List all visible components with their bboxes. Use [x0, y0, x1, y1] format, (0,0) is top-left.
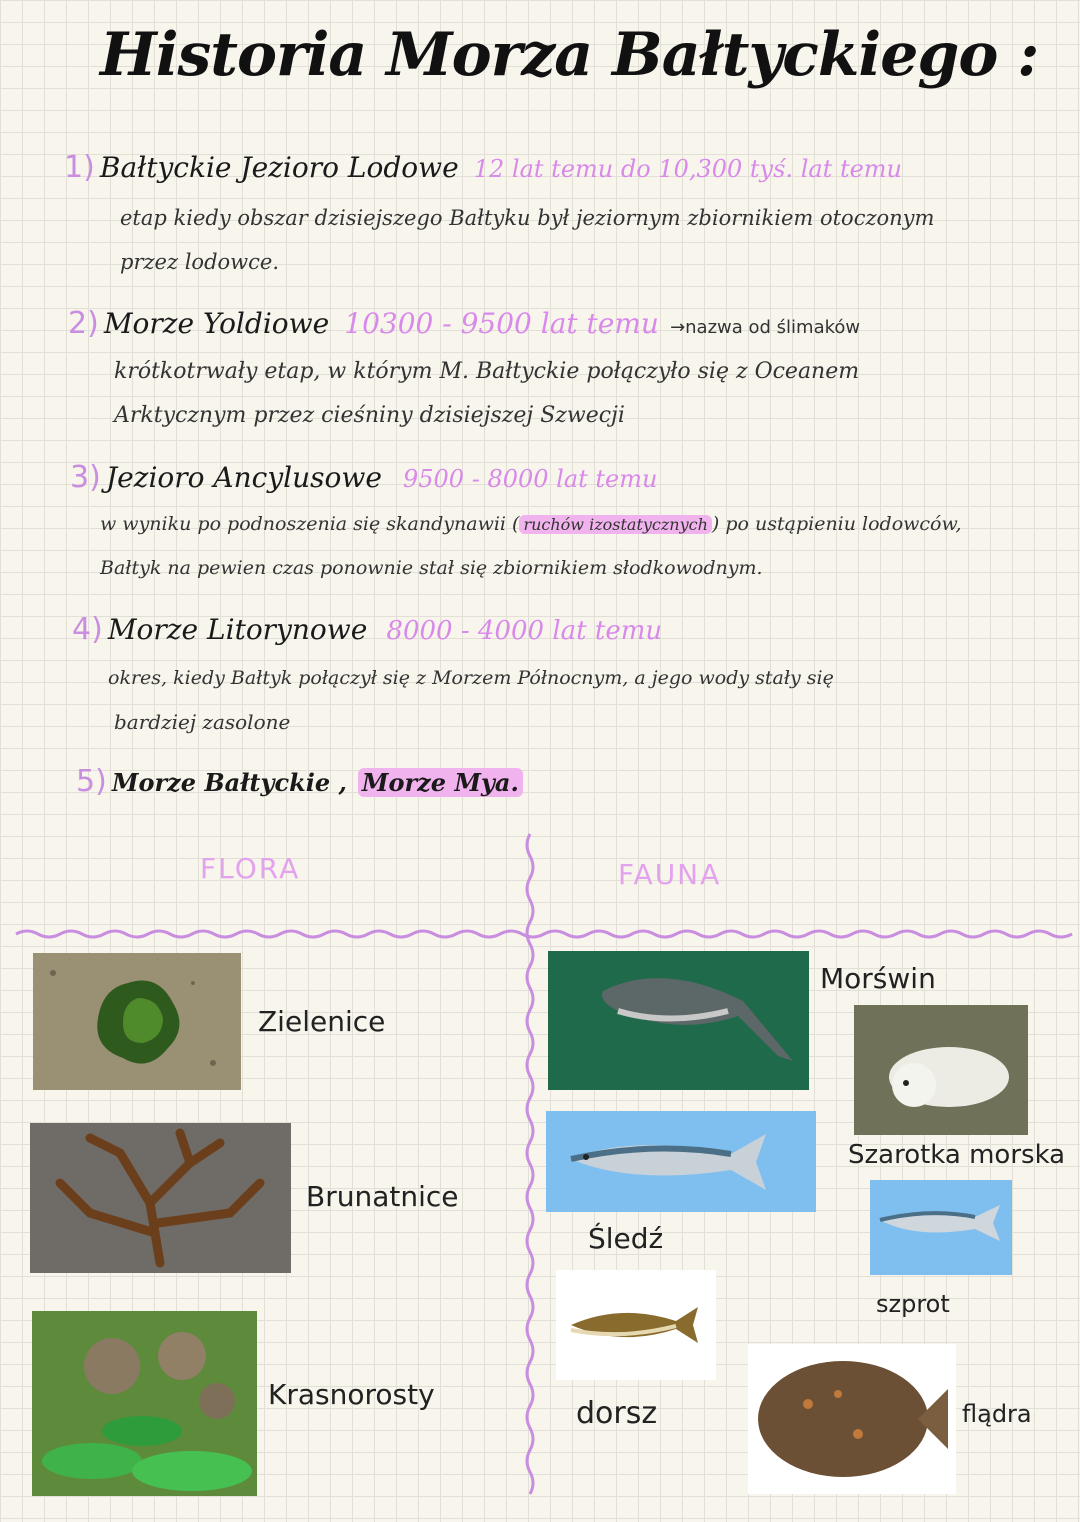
red-algae-photo: [32, 1311, 257, 1496]
brown-algae-photo: [30, 1123, 291, 1273]
section-4: [72, 612, 662, 647]
fauna-label: dorsz: [576, 1396, 658, 1431]
section-3-line-end: ) po ustąpieniu lodowców,: [711, 513, 962, 535]
fauna-label: Szarotka morska: [848, 1140, 1066, 1170]
section-1-line: przez lodowce.: [120, 250, 279, 274]
section-1: [64, 150, 902, 185]
section-heading: Morze Yoldiowe: [103, 307, 330, 340]
section-4-line: bardziej zasolone: [114, 710, 291, 734]
section-period: 10300 - 9500 lat temu: [344, 307, 659, 340]
section-2-line: krótkotrwały etap, w którym M. Bałtyckie połączyło się z Oceanem: [114, 359, 860, 384]
section-4-line: okres, kiedy Bałtyk połączył się z Morzem Północnym, a jego wody stały się: [108, 667, 834, 689]
fauna-label: Morświn: [820, 962, 936, 995]
section-period: 9500 - 8000 lat temu: [403, 465, 658, 493]
section-heading: Morze Bałtyckie ,: [111, 768, 347, 797]
section-1-line: etap kiedy obszar dzisiejszego Bałtyku był jeziornym zbiornikiem otoczonym: [120, 206, 935, 230]
page-title: Historia Morza Bałtyckiego :: [100, 20, 1039, 90]
section-period: 12 lat temu do 10,300 tyś. lat temu: [473, 155, 903, 183]
section-heading: Jezioro Ancylusowe: [105, 461, 382, 494]
section-heading: Bałtyckie Jezioro Lodowe: [99, 151, 459, 184]
fauna-heading: FAUNA: [618, 858, 722, 891]
highlighted-term: ruchów izostatycznych: [519, 515, 711, 534]
section-3-line: Bałtyk na pewien czas ponownie stał się zbiornikiem słodkowodnym.: [100, 557, 763, 579]
section-2-line: Arktycznym przez cieśniny dzisiejszej Szwecji: [114, 403, 625, 428]
section-3: [70, 460, 657, 495]
porpoise-photo: [548, 951, 809, 1090]
section-3-line-start: w wyniku po podnoszenia się skandynawii (: [100, 513, 520, 535]
section-2: [68, 306, 860, 341]
flora-label: Brunatnice: [306, 1180, 459, 1213]
flora-label: Zielenice: [258, 1005, 386, 1038]
section-3-line: [100, 502, 962, 547]
fauna-label: szprot: [876, 1290, 950, 1318]
section-5: [76, 764, 523, 799]
flora-label: Krasnorosty: [268, 1378, 435, 1411]
highlighted-term: Morze Mya.: [358, 768, 523, 797]
section-number: 5): [76, 764, 107, 799]
section-number: 1): [64, 150, 95, 185]
section-number: 3): [70, 460, 101, 495]
flounder-photo: [748, 1344, 956, 1494]
sprat-photo: [870, 1180, 1012, 1275]
seal-photo: [854, 1005, 1028, 1135]
section-note: →nazwa od ślimaków: [670, 317, 861, 338]
flora-heading: FLORA: [200, 852, 301, 885]
green-algae-photo: [33, 953, 241, 1090]
section-number: 2): [68, 306, 99, 341]
fauna-label: flądra: [962, 1400, 1032, 1428]
herring-photo: [546, 1111, 816, 1212]
cod-photo: [556, 1270, 716, 1380]
section-number: 4): [72, 612, 103, 647]
fauna-label: Śledź: [588, 1222, 664, 1255]
section-heading: Morze Litorynowe: [107, 613, 368, 646]
section-period: 8000 - 4000 lat temu: [386, 616, 663, 646]
